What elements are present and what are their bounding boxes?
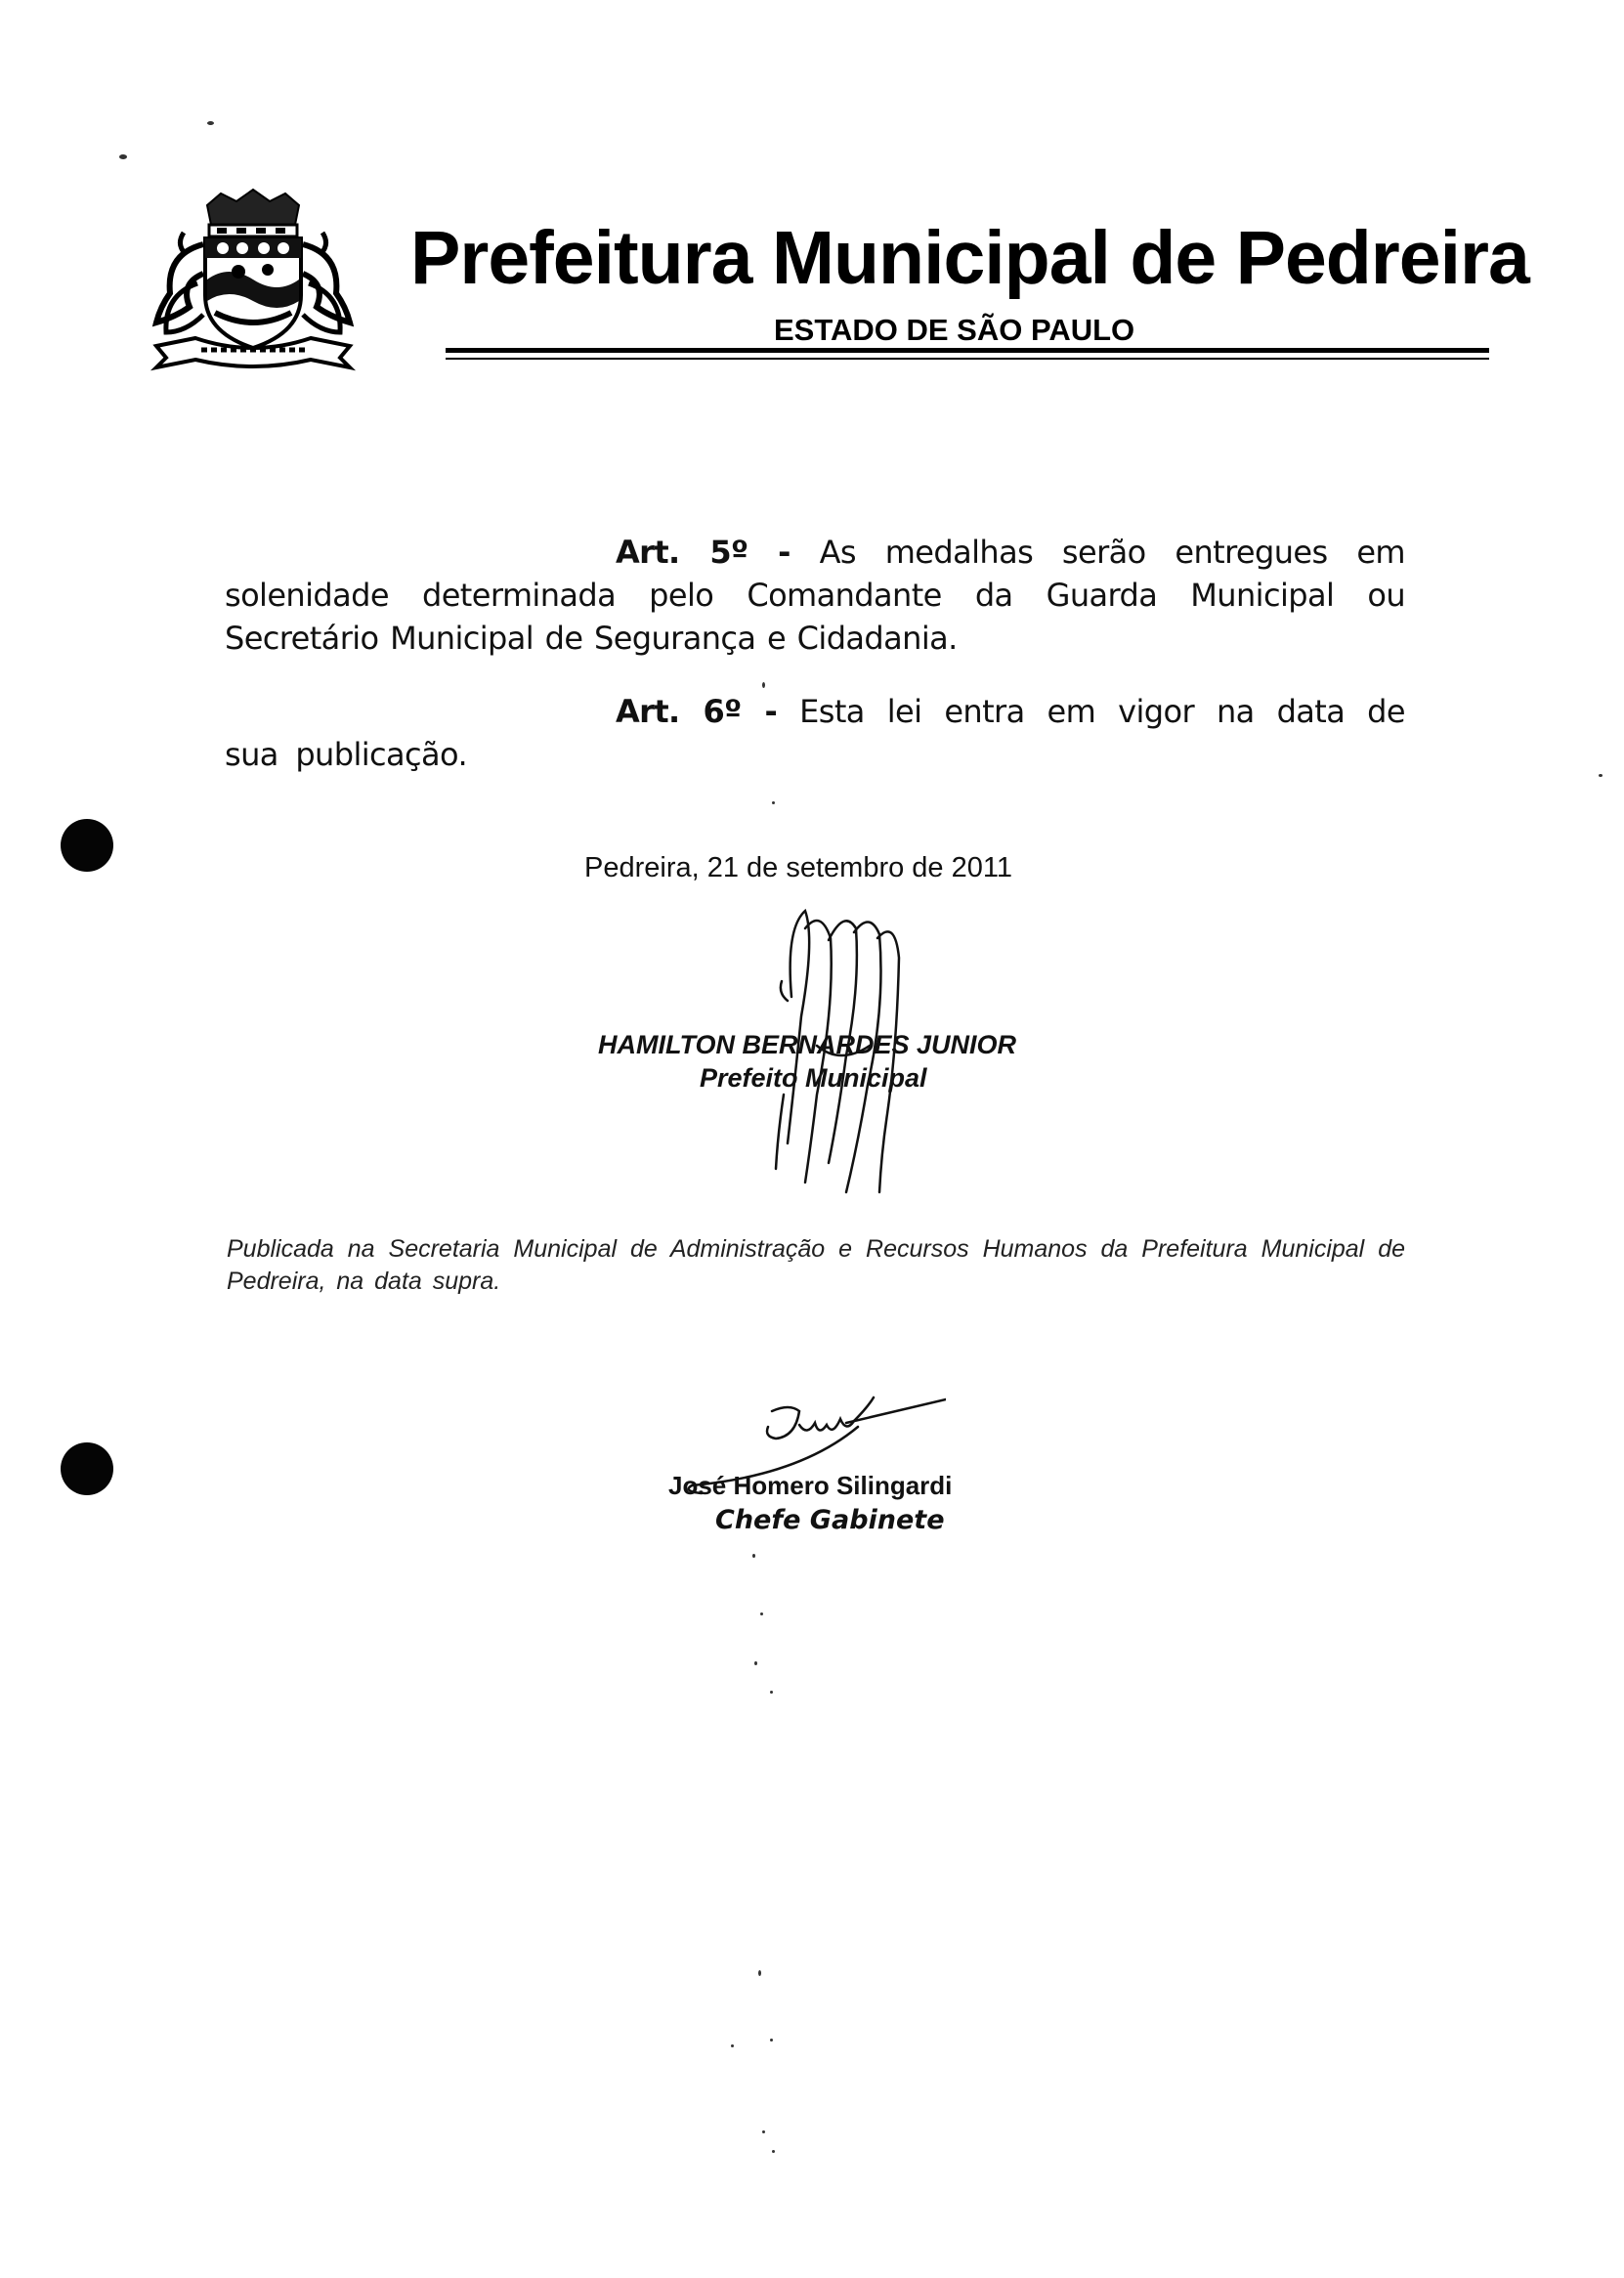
scan-speck <box>758 1970 761 1976</box>
scan-speck <box>772 2150 775 2153</box>
scan-speck <box>752 1554 755 1558</box>
chief-role: Chefe Gabinete <box>715 1505 945 1535</box>
article-6 <box>225 690 1405 776</box>
scan-speck <box>770 2039 773 2042</box>
header-rule-thick <box>446 348 1489 353</box>
article-5-label: Art. 5º - <box>616 534 791 571</box>
scan-speck <box>770 1691 773 1694</box>
scan-speck <box>772 801 775 804</box>
publication-note: Publicada na Secretaria Municipal de Administração e Recursos Humanos da Prefeitura Municipal de Pedreira, na data supra. <box>227 1235 1405 1295</box>
state-subtitle: ESTADO DE SÃO PAULO <box>774 313 1135 347</box>
article-5-text: As medalhas serão entregues em solenidade determinada pelo Comandante da Guarda Municipal ou Secretário Municipal de Segurança e Cidadania. <box>225 534 1405 657</box>
scan-speck <box>762 682 765 688</box>
scan-speck <box>731 2044 734 2047</box>
scan-speck <box>762 2130 765 2133</box>
punch-hole <box>61 1442 113 1495</box>
page-title: Prefeitura Municipal de Pedreira <box>410 216 1529 300</box>
mayor-name: HAMILTON BERNARDES JUNIOR <box>598 1030 1017 1059</box>
mayor-role: Prefeito Municipal <box>700 1063 927 1093</box>
scan-speck <box>760 1612 763 1615</box>
date-line: Pedreira, 21 de setembro de 2011 <box>584 852 1012 883</box>
article-6-label: Art. 6º - <box>616 693 778 730</box>
article-6-text: Esta lei entra em vigor na data de sua publicação. <box>225 693 1405 773</box>
article-5 <box>225 531 1405 660</box>
chief-name: José Homero Silingardi <box>668 1471 953 1500</box>
scan-speck <box>1599 774 1603 777</box>
header-rule-thin <box>446 358 1489 360</box>
punch-hole <box>61 819 113 872</box>
coat-of-arms-icon <box>147 186 360 371</box>
scan-speck <box>207 121 214 125</box>
scan-speck <box>119 154 127 159</box>
scan-speck <box>754 1661 757 1665</box>
